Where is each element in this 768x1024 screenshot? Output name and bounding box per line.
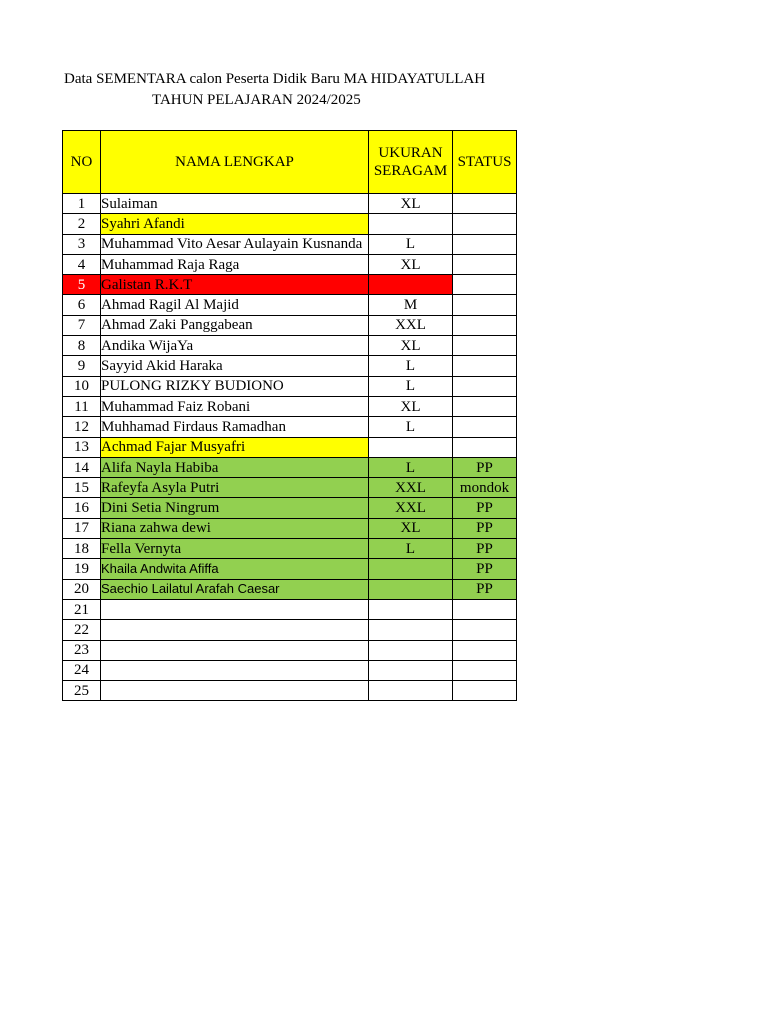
- status-cell: [453, 620, 517, 640]
- student-table: [62, 130, 517, 701]
- name-cell: [101, 599, 369, 619]
- size-cell: XXL: [369, 478, 453, 498]
- status-cell: [453, 640, 517, 660]
- size-cell: XL: [369, 518, 453, 538]
- size-cell: L: [369, 356, 453, 376]
- size-cell: [369, 640, 453, 660]
- name-cell: Alifa Nayla Habiba: [101, 457, 369, 477]
- table-row: [63, 457, 517, 477]
- table-row: [63, 579, 517, 599]
- table-row: [63, 194, 517, 214]
- document-title: Data SEMENTARA calon Peserta Didik Baru MA HIDAYATULLAH: [64, 71, 486, 87]
- status-cell: [453, 254, 517, 274]
- header-nama: NAMA LENGKAP: [101, 131, 369, 194]
- status-cell: [453, 599, 517, 619]
- name-cell: Ahmad Ragil Al Majid: [101, 295, 369, 315]
- table-row: [63, 356, 517, 376]
- row-number-cell: 14: [63, 457, 101, 477]
- size-cell: L: [369, 417, 453, 437]
- table-row: [63, 599, 517, 619]
- size-cell: L: [369, 376, 453, 396]
- status-cell: [453, 396, 517, 416]
- table-row: [63, 336, 517, 356]
- row-number-cell: 25: [63, 681, 101, 701]
- row-number-cell: 16: [63, 498, 101, 518]
- name-cell: Andika WijaYa: [101, 336, 369, 356]
- table-row: [63, 660, 517, 680]
- table-row: [63, 275, 517, 295]
- status-cell: [453, 234, 517, 254]
- table-row: [63, 214, 517, 234]
- table-row: [63, 518, 517, 538]
- status-cell: mondok: [453, 478, 517, 498]
- name-cell: Ahmad Zaki Panggabean: [101, 315, 369, 335]
- row-number-cell: 17: [63, 518, 101, 538]
- table-row: [63, 254, 517, 274]
- name-cell: Riana zahwa dewi: [101, 518, 369, 538]
- status-cell: [453, 214, 517, 234]
- header-row: [63, 131, 517, 194]
- status-cell: PP: [453, 579, 517, 599]
- size-cell: [369, 681, 453, 701]
- status-cell: PP: [453, 518, 517, 538]
- name-cell: Sayyid Akid Haraka: [101, 356, 369, 376]
- size-cell: [369, 579, 453, 599]
- name-cell: Galistan R.K.T: [101, 275, 369, 295]
- status-cell: [453, 437, 517, 457]
- row-number-cell: 24: [63, 660, 101, 680]
- table-row: [63, 437, 517, 457]
- size-cell: XXL: [369, 315, 453, 335]
- size-cell: XL: [369, 396, 453, 416]
- size-cell: [369, 437, 453, 457]
- table-row: [63, 295, 517, 315]
- row-number-cell: 2: [63, 214, 101, 234]
- name-cell: Fella Vernyta: [101, 539, 369, 559]
- name-cell: Muhammad Faiz Robani: [101, 396, 369, 416]
- name-cell: Muhhamad Firdaus Ramadhan: [101, 417, 369, 437]
- name-cell: Achmad Fajar Musyafri: [101, 437, 369, 457]
- status-cell: [453, 336, 517, 356]
- size-cell: [369, 214, 453, 234]
- row-number-cell: 6: [63, 295, 101, 315]
- header-ukuran-line1: UKURAN: [378, 145, 443, 161]
- name-cell: Rafeyfa Asyla Putri: [101, 478, 369, 498]
- status-cell: PP: [453, 539, 517, 559]
- status-cell: [453, 681, 517, 701]
- size-cell: XXL: [369, 498, 453, 518]
- row-number-cell: 5: [63, 275, 101, 295]
- row-number-cell: 21: [63, 599, 101, 619]
- status-cell: [453, 356, 517, 376]
- status-cell: [453, 660, 517, 680]
- status-cell: [453, 194, 517, 214]
- row-number-cell: 15: [63, 478, 101, 498]
- header-status: STATUS: [453, 131, 517, 194]
- table-row: [63, 539, 517, 559]
- size-cell: [369, 599, 453, 619]
- name-cell: [101, 620, 369, 640]
- row-number-cell: 8: [63, 336, 101, 356]
- row-number-cell: 19: [63, 559, 101, 579]
- status-cell: [453, 417, 517, 437]
- name-cell: Syahri Afandi: [101, 214, 369, 234]
- table-row: [63, 620, 517, 640]
- row-number-cell: 13: [63, 437, 101, 457]
- table-row: [63, 417, 517, 437]
- name-cell: Muhammad Raja Raga: [101, 254, 369, 274]
- header-ukuran: [369, 131, 453, 194]
- table-row: [63, 640, 517, 660]
- name-cell: Dini Setia Ningrum: [101, 498, 369, 518]
- table-row: [63, 478, 517, 498]
- size-cell: L: [369, 539, 453, 559]
- status-cell: PP: [453, 457, 517, 477]
- status-cell: PP: [453, 498, 517, 518]
- status-cell: PP: [453, 559, 517, 579]
- status-cell: [453, 295, 517, 315]
- table-row: [63, 559, 517, 579]
- size-cell: XL: [369, 336, 453, 356]
- status-cell: [453, 315, 517, 335]
- row-number-cell: 11: [63, 396, 101, 416]
- header-ukuran-line2: SERAGAM: [373, 163, 448, 179]
- row-number-cell: 22: [63, 620, 101, 640]
- name-cell: Sulaiman: [101, 194, 369, 214]
- name-cell: PULONG RIZKY BUDIONO: [101, 376, 369, 396]
- table-row: [63, 396, 517, 416]
- table-row: [63, 234, 517, 254]
- size-cell: M: [369, 295, 453, 315]
- table-row: [63, 376, 517, 396]
- table-row: [63, 681, 517, 701]
- name-cell: [101, 660, 369, 680]
- name-cell: Muhammad Vito Aesar Aulayain Kusnanda: [101, 234, 369, 254]
- size-cell: L: [369, 234, 453, 254]
- row-number-cell: 7: [63, 315, 101, 335]
- status-cell: [453, 275, 517, 295]
- size-cell: XL: [369, 194, 453, 214]
- row-number-cell: 10: [63, 376, 101, 396]
- document-subtitle: TAHUN PELAJARAN 2024/2025: [152, 92, 361, 108]
- name-cell: Khaila Andwita Afiffa: [101, 559, 369, 579]
- row-number-cell: 1: [63, 194, 101, 214]
- size-cell: [369, 559, 453, 579]
- name-cell: Saechio Lailatul Arafah Caesar: [101, 579, 369, 599]
- name-cell: [101, 681, 369, 701]
- size-cell: [369, 275, 453, 295]
- name-cell: [101, 640, 369, 660]
- row-number-cell: 18: [63, 539, 101, 559]
- row-number-cell: 9: [63, 356, 101, 376]
- size-cell: [369, 620, 453, 640]
- row-number-cell: 3: [63, 234, 101, 254]
- table-row: [63, 315, 517, 335]
- table-row: [63, 498, 517, 518]
- size-cell: [369, 660, 453, 680]
- header-no: NO: [63, 131, 101, 194]
- size-cell: XL: [369, 254, 453, 274]
- size-cell: L: [369, 457, 453, 477]
- row-number-cell: 4: [63, 254, 101, 274]
- row-number-cell: 12: [63, 417, 101, 437]
- status-cell: [453, 376, 517, 396]
- row-number-cell: 23: [63, 640, 101, 660]
- row-number-cell: 20: [63, 579, 101, 599]
